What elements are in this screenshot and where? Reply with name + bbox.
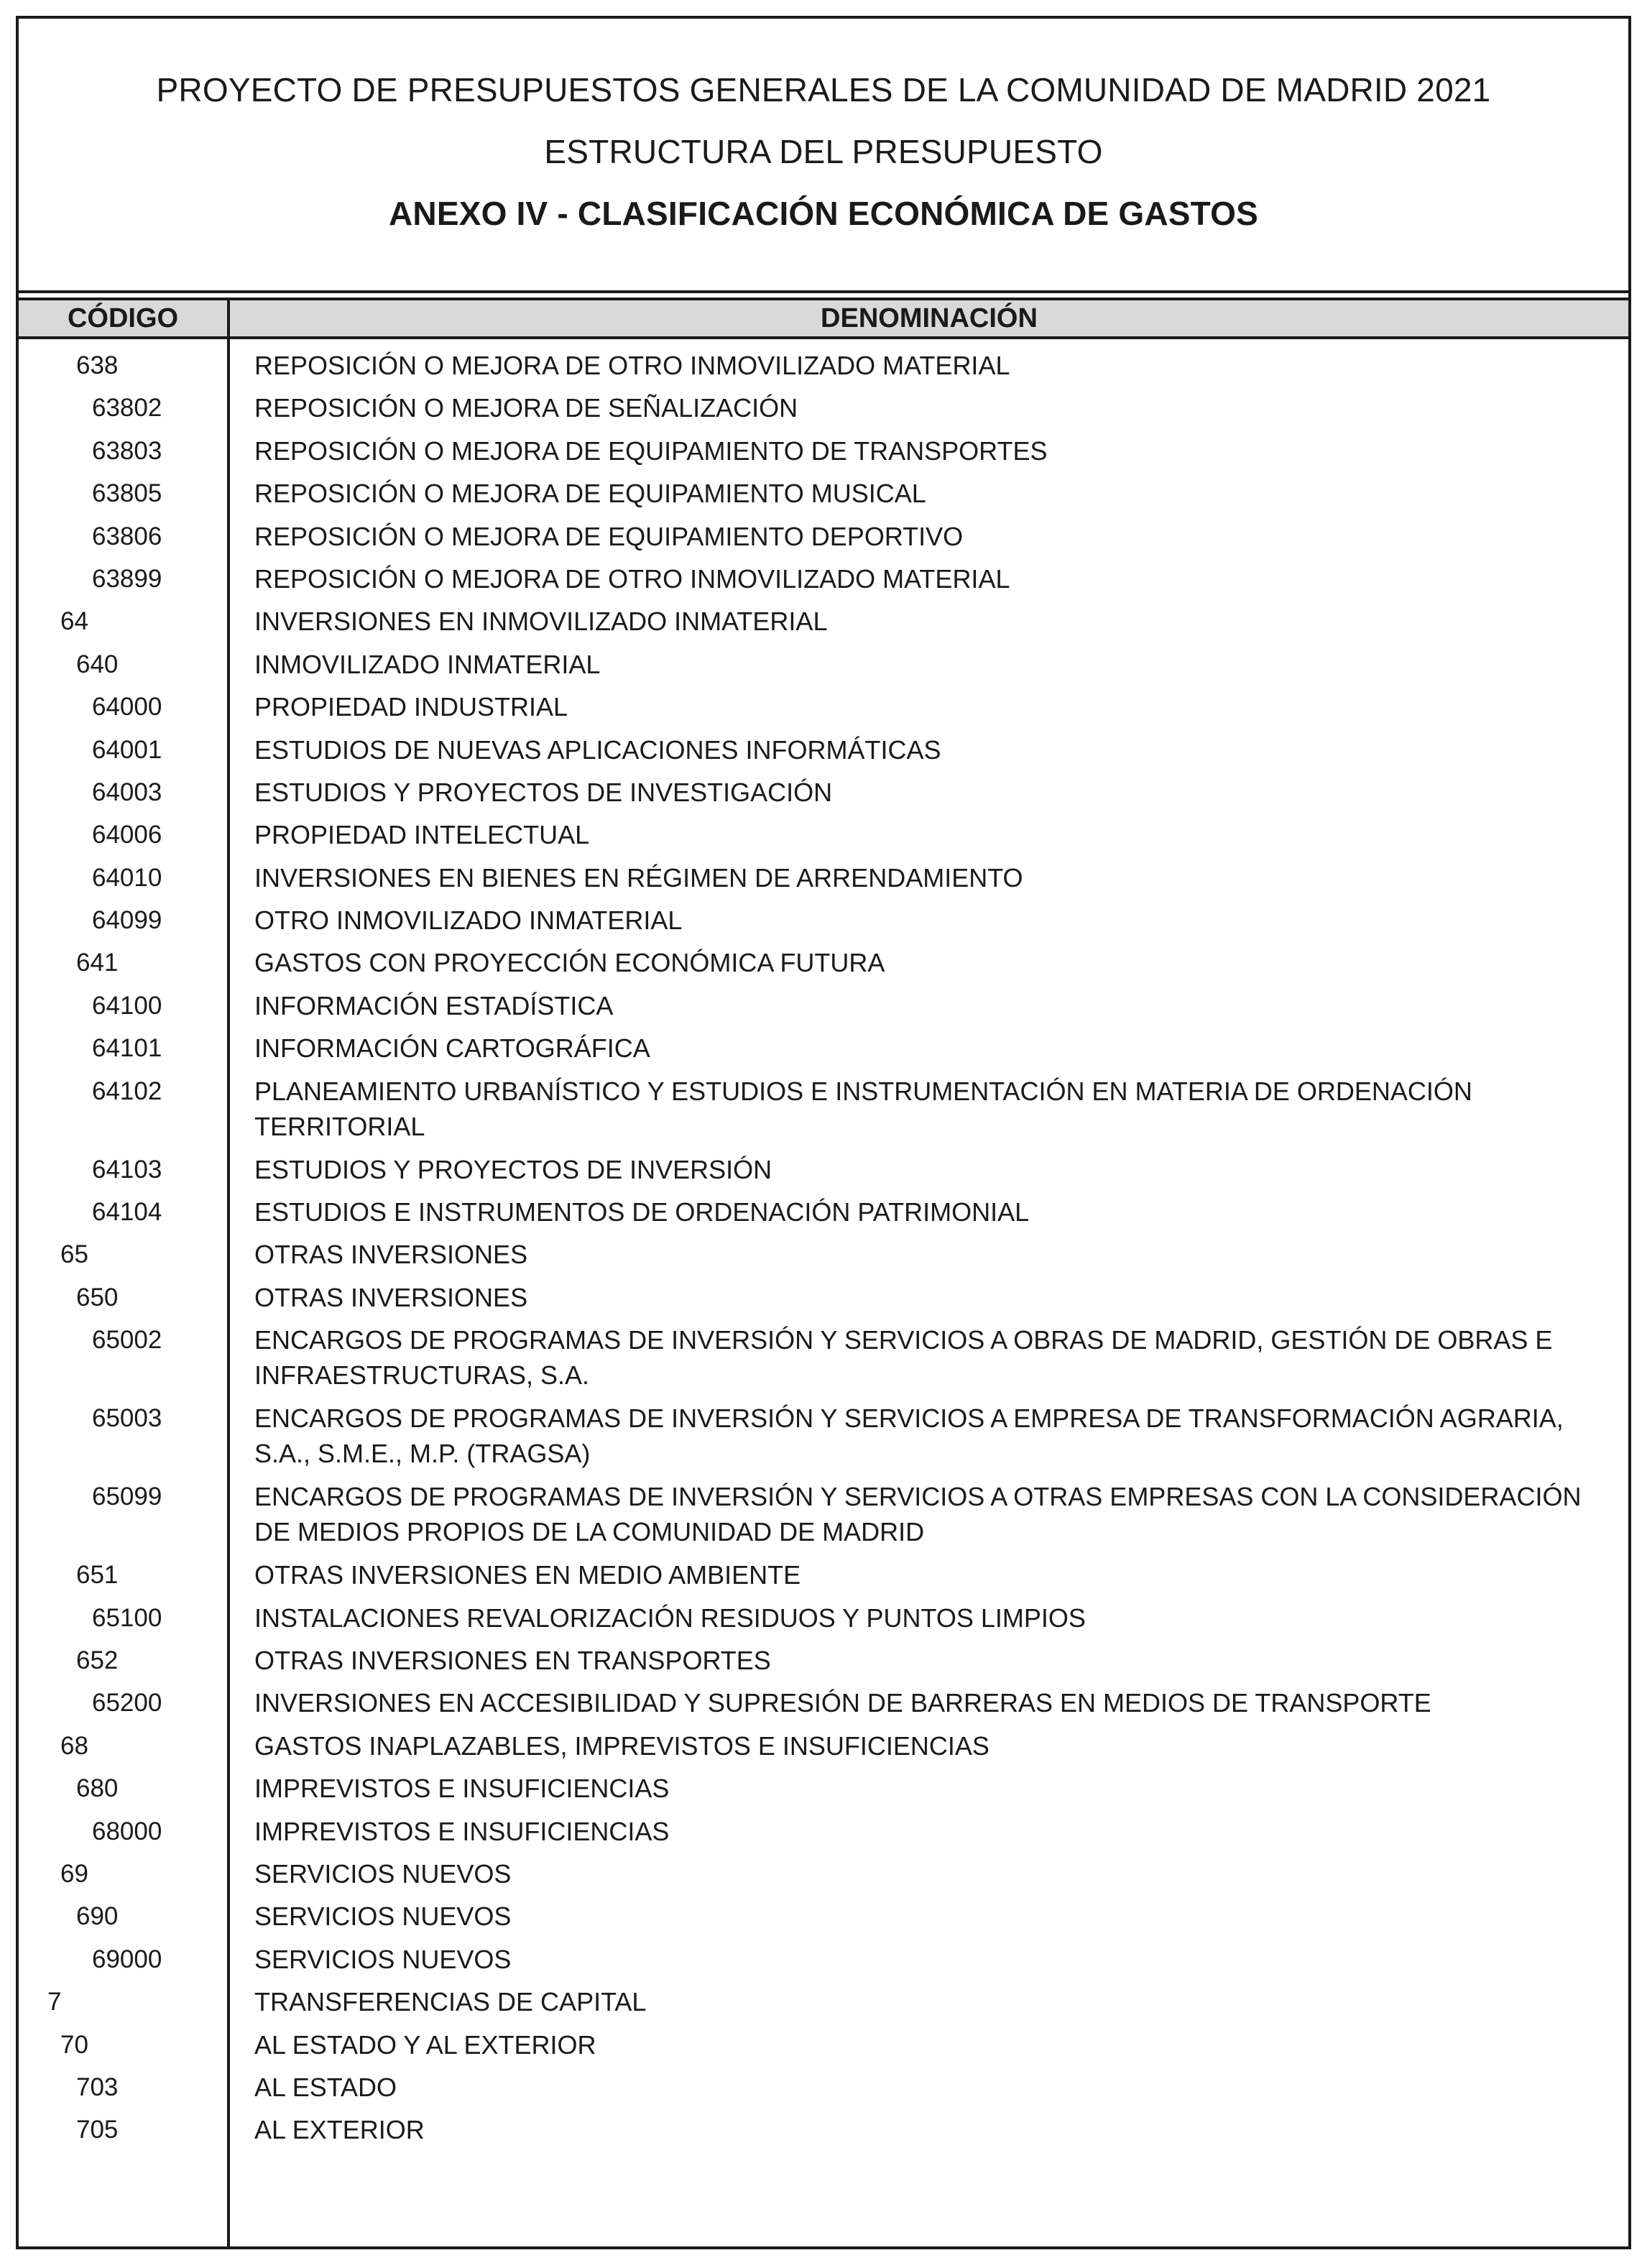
- row-code: 70: [60, 2030, 88, 2059]
- row-denomination: REPOSICIÓN O MEJORA DE EQUIPAMIENTO MUSICAL: [254, 479, 926, 509]
- row-code: 65003: [92, 1404, 162, 1433]
- table-row: [19, 433, 1628, 476]
- row-code: 641: [76, 949, 119, 977]
- table-row: [19, 390, 1628, 433]
- row-denomination: ESTUDIOS DE NUEVAS APLICACIONES INFORMÁTICAS: [254, 734, 941, 765]
- table-row: [19, 1814, 1628, 1856]
- row-code: 690: [76, 1902, 119, 1931]
- table-row: [19, 860, 1628, 903]
- row-code: 638: [76, 351, 119, 379]
- table-row: [19, 775, 1628, 817]
- row-code: 64099: [92, 906, 162, 935]
- table-row: [19, 903, 1628, 945]
- row-denomination: OTRAS INVERSIONES EN TRANSPORTES: [254, 1645, 771, 1675]
- row-denomination: PROPIEDAD INDUSTRIAL: [254, 692, 568, 722]
- table-row: [19, 1728, 1628, 1771]
- table-row: [19, 1984, 1628, 2027]
- row-denomination: REPOSICIÓN O MEJORA DE OTRO INMOVILIZADO MATERIAL: [254, 351, 1010, 380]
- document-title: PROYECTO DE PRESUPUESTOS GENERALES DE LA COMUNIDAD DE MADRID 2021: [156, 71, 1491, 109]
- row-code: 63802: [92, 394, 162, 423]
- table-row: [19, 689, 1628, 732]
- row-code: 64000: [92, 693, 162, 722]
- table-body: [19, 348, 1628, 2155]
- row-denomination: GASTOS INAPLAZABLES, IMPREVISTOS E INSUFICIENCIAS: [254, 1730, 989, 1761]
- table-row: [19, 1401, 1628, 1479]
- table-header: [19, 298, 1628, 339]
- row-code: 64102: [92, 1077, 162, 1105]
- row-denomination: SERVICIOS NUEVOS: [254, 1901, 512, 1932]
- row-code: 64010: [92, 863, 162, 892]
- row-denomination: INFORMACIÓN CARTOGRÁFICA: [254, 1033, 650, 1064]
- row-code: 650: [76, 1283, 119, 1312]
- row-denomination: ESTUDIOS E INSTRUMENTOS DE ORDENACIÓN PATRIMONIAL: [254, 1197, 1030, 1227]
- table-row: [19, 2027, 1628, 2070]
- table-row: [19, 1479, 1628, 1557]
- row-denomination: OTRAS INVERSIONES: [254, 1282, 528, 1312]
- row-denomination: ESTUDIOS Y PROYECTOS DE INVESTIGACIÓN: [254, 777, 833, 807]
- row-code: 64100: [92, 991, 162, 1020]
- row-code: 703: [76, 2073, 119, 2101]
- table-row: [19, 1643, 1628, 1685]
- table-row: [19, 561, 1628, 604]
- row-denomination: PROPIEDAD INTELECTUAL: [254, 820, 590, 850]
- table-row: [19, 817, 1628, 859]
- row-denomination: REPOSICIÓN O MEJORA DE EQUIPAMIENTO DEPORTIVO: [254, 521, 964, 551]
- row-code: 680: [76, 1774, 119, 1803]
- row-code: 64103: [92, 1155, 162, 1184]
- table-row: [19, 945, 1628, 987]
- row-denomination: ENCARGOS DE PROGRAMAS DE INVERSIÓN Y SERVICIOS A EMPRESA DE TRANSFORMACIÓN AGRARIA, S.A., S.M.E., M.P. (TRAGSA): [254, 1403, 1564, 1469]
- document-frame: [16, 16, 1631, 2249]
- row-denomination: REPOSICIÓN O MEJORA DE SEÑALIZACIÓN: [254, 393, 798, 423]
- row-code: 63806: [92, 522, 162, 550]
- table-row: [19, 2070, 1628, 2112]
- row-denomination: INFORMACIÓN ESTADÍSTICA: [254, 990, 614, 1020]
- table-row: [19, 1856, 1628, 1899]
- table-row: [19, 1771, 1628, 1813]
- table-row: [19, 1194, 1628, 1237]
- row-code: 65: [60, 1240, 88, 1269]
- row-denomination: PLANEAMIENTO URBANÍSTICO Y ESTUDIOS E INSTRUMENTACIÓN EN MATERIA DE ORDENACIÓN TERRITORIAL: [254, 1076, 1472, 1141]
- row-denomination: ESTUDIOS Y PROYECTOS DE INVERSIÓN: [254, 1154, 772, 1184]
- row-code: 651: [76, 1561, 119, 1590]
- row-denomination: INSTALACIONES REVALORIZACIÓN RESIDUOS Y PUNTOS LIMPIOS: [254, 1603, 1086, 1633]
- row-code: 65100: [92, 1603, 162, 1632]
- row-code: 652: [76, 1646, 119, 1674]
- row-code: 640: [76, 650, 119, 678]
- row-code: 63805: [92, 479, 162, 508]
- table-row: [19, 1685, 1628, 1728]
- row-code: 68000: [92, 1817, 162, 1845]
- row-denomination: IMPREVISTOS E INSUFICIENCIAS: [254, 1816, 670, 1846]
- row-code: 64003: [92, 778, 162, 806]
- row-denomination: OTRAS INVERSIONES EN MEDIO AMBIENTE: [254, 1560, 801, 1590]
- row-code: 705: [76, 2116, 119, 2144]
- row-denomination: INVERSIONES EN BIENES EN RÉGIMEN DE ARRENDAMIENTO: [254, 862, 1023, 893]
- row-denomination: TRANSFERENCIAS DE CAPITAL: [254, 1987, 647, 2017]
- table-row: [19, 1942, 1628, 1984]
- table-row: [19, 519, 1628, 561]
- row-denomination: AL ESTADO: [254, 2072, 397, 2102]
- header-name: DENOMINACIÓN: [821, 303, 1038, 333]
- annex-title: ANEXO IV - CLASIFICACIÓN ECONÓMICA DE GASTOS: [389, 195, 1258, 232]
- table-row: [19, 1074, 1628, 1152]
- row-code: 64006: [92, 821, 162, 849]
- row-denomination: SERVICIOS NUEVOS: [254, 1858, 512, 1889]
- table-row: [19, 1322, 1628, 1401]
- row-code: 65099: [92, 1483, 162, 1511]
- document-subtitle: ESTRUCTURA DEL PRESUPUESTO: [544, 133, 1103, 170]
- row-code: 64: [60, 607, 88, 636]
- row-denomination: OTRAS INVERSIONES: [254, 1240, 528, 1270]
- row-denomination: GASTOS CON PROYECCIÓN ECONÓMICA FUTURA: [254, 948, 885, 978]
- table-row: [19, 988, 1628, 1031]
- table-row: [19, 348, 1628, 390]
- table-row: [19, 1237, 1628, 1279]
- row-code: 65200: [92, 1689, 162, 1718]
- row-denomination: SERVICIOS NUEVOS: [254, 1944, 512, 1974]
- table-row: [19, 1280, 1628, 1322]
- row-denomination: AL EXTERIOR: [254, 2115, 425, 2145]
- table-row: [19, 1600, 1628, 1643]
- table-row: [19, 2112, 1628, 2154]
- table-row: [19, 647, 1628, 689]
- row-denomination: ENCARGOS DE PROGRAMAS DE INVERSIÓN Y SERVICIOS A OBRAS DE MADRID, GESTIÓN DE OBRAS E INFRAESTRUCTURAS, S.A.: [254, 1325, 1553, 1391]
- row-denomination: INVERSIONES EN ACCESIBILIDAD Y SUPRESIÓN DE BARRERAS EN MEDIOS DE TRANSPORTE: [254, 1688, 1431, 1718]
- title-block: [19, 19, 1628, 293]
- row-code: 7: [47, 1988, 62, 2016]
- row-denomination: REPOSICIÓN O MEJORA DE EQUIPAMIENTO DE TRANSPORTES: [254, 435, 1048, 466]
- row-code: 68: [60, 1731, 88, 1760]
- row-code: 64101: [92, 1034, 162, 1063]
- table-row: [19, 1557, 1628, 1600]
- table-row: [19, 732, 1628, 775]
- table-row: [19, 476, 1628, 518]
- table-row: [19, 1899, 1628, 1941]
- row-code: 63803: [92, 436, 162, 465]
- row-denomination: OTRO INMOVILIZADO INMATERIAL: [254, 905, 683, 936]
- row-denomination: INMOVILIZADO INMATERIAL: [254, 649, 601, 679]
- table-row: [19, 604, 1628, 646]
- row-code: 64104: [92, 1198, 162, 1227]
- table-row: [19, 1152, 1628, 1194]
- row-denomination: INVERSIONES EN INMOVILIZADO INMATERIAL: [254, 607, 828, 637]
- row-code: 69: [60, 1859, 88, 1888]
- header-code: CÓDIGO: [67, 303, 179, 333]
- row-code: 63899: [92, 564, 162, 593]
- row-denomination: REPOSICIÓN O MEJORA DE OTRO INMOVILIZADO MATERIAL: [254, 563, 1010, 594]
- row-denomination: ENCARGOS DE PROGRAMAS DE INVERSIÓN Y SERVICIOS A OTRAS EMPRESAS CON LA CONSIDERACIÓN DE MEDIOS PROPIOS DE LA COMUNIDAD DE MADRID: [254, 1482, 1582, 1547]
- row-denomination: IMPREVISTOS E INSUFICIENCIAS: [254, 1774, 670, 1804]
- row-code: 65002: [92, 1326, 162, 1355]
- row-denomination: AL ESTADO Y AL EXTERIOR: [254, 2029, 596, 2060]
- row-code: 64001: [92, 735, 162, 764]
- table-row: [19, 1031, 1628, 1073]
- row-code: 69000: [92, 1945, 162, 1973]
